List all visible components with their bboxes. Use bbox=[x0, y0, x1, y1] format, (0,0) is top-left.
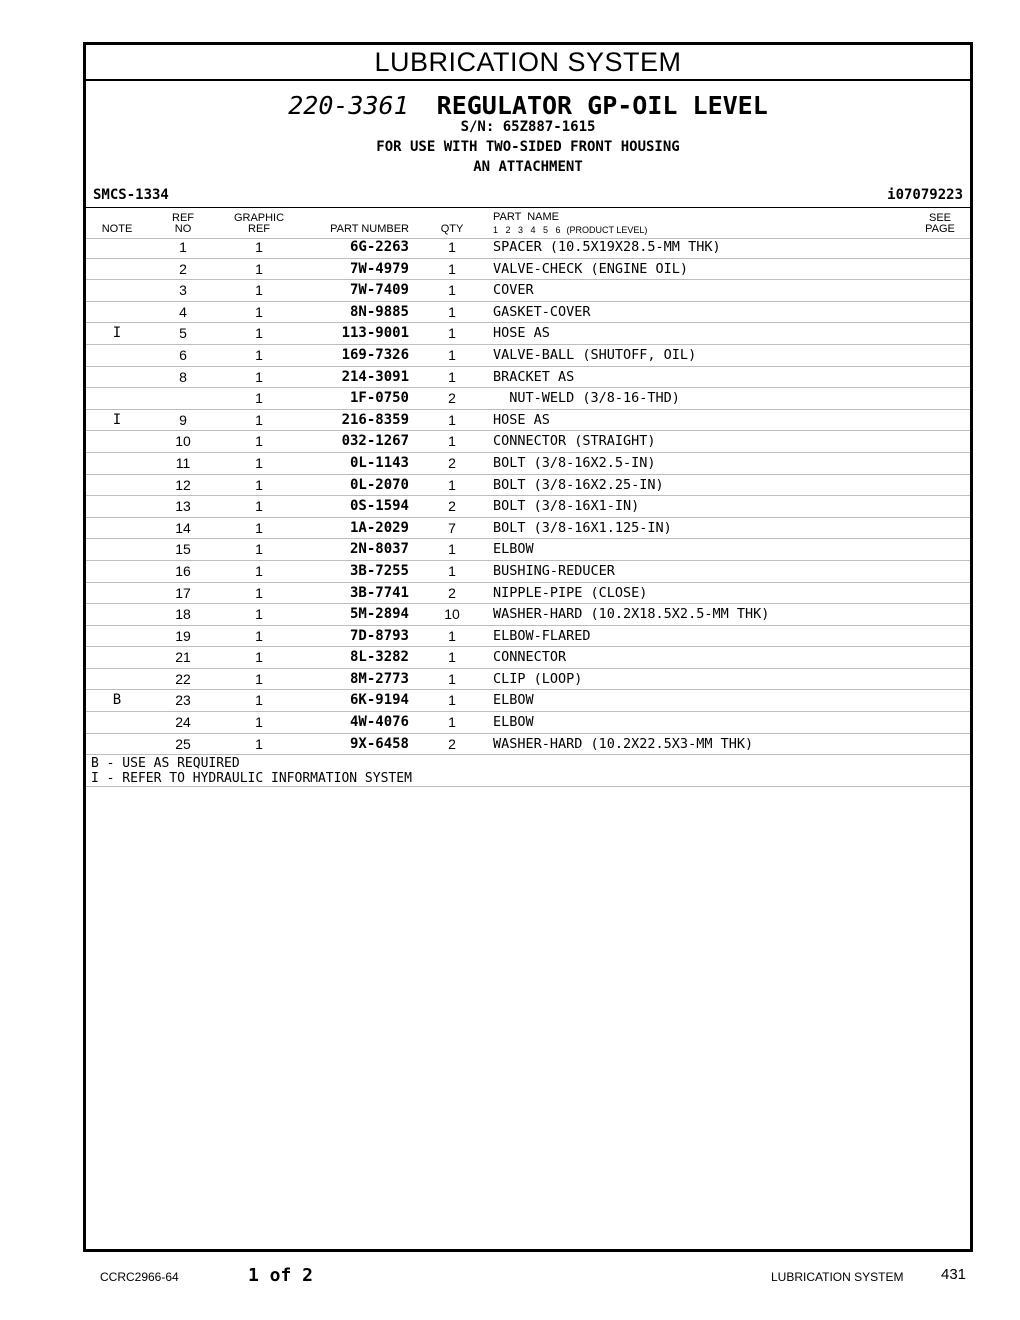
table-row bbox=[86, 431, 970, 453]
row-ref-no: 21 bbox=[175, 649, 191, 666]
row-graphic-ref: 1 bbox=[255, 584, 263, 601]
row-graphic-ref: 1 bbox=[255, 239, 263, 255]
table-row bbox=[86, 604, 970, 626]
row-part-name: BRACKET AS bbox=[493, 368, 575, 385]
row-graphic-ref: 1 bbox=[255, 627, 263, 644]
product-level-numbers: 1 2 3 4 5 6 bbox=[493, 225, 561, 235]
col-see-top: SEE bbox=[928, 212, 951, 224]
table-row bbox=[86, 647, 970, 669]
col-ref-bottom: NO bbox=[174, 223, 192, 235]
row-qty: 1 bbox=[448, 476, 456, 493]
table-row bbox=[86, 302, 970, 324]
row-part-number: 032-1267 bbox=[341, 433, 409, 450]
row-qty: 1 bbox=[448, 562, 456, 579]
row-part-name: CONNECTOR (STRAIGHT) bbox=[493, 433, 656, 450]
col-graphic-top: GRAPHIC bbox=[233, 212, 285, 224]
row-qty: 1 bbox=[448, 303, 456, 320]
row-qty: 1 bbox=[448, 239, 456, 255]
row-part-number: 2N-8037 bbox=[349, 541, 409, 558]
row-ref-no: 5 bbox=[179, 325, 187, 342]
row-graphic-ref: 1 bbox=[255, 498, 263, 515]
row-note: I bbox=[112, 325, 122, 342]
row-qty: 2 bbox=[448, 498, 456, 515]
row-part-name: BOLT (3/8-16X2.5-IN) bbox=[493, 454, 656, 471]
row-graphic-ref: 1 bbox=[255, 433, 263, 450]
row-graphic-ref: 1 bbox=[255, 260, 263, 277]
table-row bbox=[86, 734, 970, 756]
row-ref-no: 17 bbox=[175, 584, 191, 601]
row-ref-no: 16 bbox=[175, 562, 191, 579]
row-ref-no: 8 bbox=[179, 368, 187, 385]
table-row bbox=[86, 690, 970, 712]
row-qty: 1 bbox=[448, 649, 456, 666]
row-graphic-ref: 1 bbox=[255, 562, 263, 579]
row-ref-no: 13 bbox=[175, 498, 191, 515]
row-ref-no: 9 bbox=[179, 411, 187, 428]
row-qty: 1 bbox=[448, 692, 456, 709]
row-part-name: ELBOW-FLARED bbox=[493, 627, 591, 644]
usage-note-2: AN ATTACHMENT bbox=[473, 159, 583, 175]
table-row bbox=[86, 712, 970, 734]
row-qty: 1 bbox=[448, 433, 456, 450]
row-part-number: 113-9001 bbox=[341, 325, 409, 342]
group-heading bbox=[86, 91, 970, 121]
row-part-number: 7W-4979 bbox=[349, 260, 409, 277]
footer-section: LUBRICATION SYSTEM bbox=[771, 1270, 904, 1284]
table-row bbox=[86, 388, 970, 410]
row-qty: 1 bbox=[448, 368, 456, 385]
row-part-name: NUT-WELD (3/8-16-THD) bbox=[493, 390, 680, 407]
row-part-name: GASKET-COVER bbox=[493, 303, 591, 320]
row-part-name: WASHER-HARD (10.2X22.5X3-MM THK) bbox=[493, 735, 754, 752]
row-part-number: 6G-2263 bbox=[349, 239, 409, 255]
row-graphic-ref: 1 bbox=[255, 649, 263, 666]
row-graphic-ref: 1 bbox=[255, 476, 263, 493]
row-ref-no: 1 bbox=[179, 239, 187, 255]
table-row bbox=[86, 475, 970, 497]
row-part-name: NIPPLE-PIPE (CLOSE) bbox=[493, 584, 648, 601]
row-qty: 1 bbox=[448, 714, 456, 731]
table-row bbox=[86, 345, 970, 367]
row-ref-no: 4 bbox=[179, 303, 187, 320]
row-qty: 2 bbox=[448, 735, 456, 752]
row-part-name: ELBOW bbox=[493, 714, 534, 731]
row-graphic-ref: 1 bbox=[255, 368, 263, 385]
table-row bbox=[86, 496, 970, 518]
row-part-number: 0L-2070 bbox=[349, 476, 409, 493]
col-part-number: PART NUMBER bbox=[330, 223, 409, 235]
row-qty: 10 bbox=[444, 606, 460, 623]
row-graphic-ref: 1 bbox=[255, 670, 263, 687]
row-part-number: 8L-3282 bbox=[349, 649, 409, 666]
column-header-row bbox=[86, 207, 970, 239]
row-part-number: 3B-7741 bbox=[349, 584, 409, 601]
row-part-number: 5M-2894 bbox=[349, 606, 409, 623]
row-qty: 1 bbox=[448, 282, 456, 299]
row-ref-no: 12 bbox=[175, 476, 191, 493]
table-row bbox=[86, 367, 970, 389]
row-graphic-ref: 1 bbox=[255, 692, 263, 709]
row-ref-no: 15 bbox=[175, 541, 191, 558]
row-part-name: SPACER (10.5X19X28.5-MM THK) bbox=[493, 239, 721, 255]
col-product-levels bbox=[493, 225, 647, 235]
row-qty: 1 bbox=[448, 411, 456, 428]
notes-block bbox=[86, 755, 970, 787]
col-see-bottom: PAGE bbox=[925, 223, 955, 235]
row-part-number: 6K-9194 bbox=[349, 692, 409, 709]
row-part-number: 1F-0750 bbox=[349, 390, 409, 407]
row-ref-no: 25 bbox=[175, 735, 191, 752]
row-part-name: CONNECTOR bbox=[493, 649, 567, 666]
row-part-name: CLIP (LOOP) bbox=[493, 670, 583, 687]
row-qty: 2 bbox=[448, 584, 456, 601]
row-part-name: VALVE-BALL (SHUTOFF, OIL) bbox=[493, 346, 697, 363]
row-qty: 1 bbox=[448, 541, 456, 558]
row-ref-no: 11 bbox=[175, 454, 191, 471]
table-row bbox=[86, 626, 970, 648]
col-ref-top: REF bbox=[172, 212, 194, 224]
row-part-number: 216-8359 bbox=[341, 411, 409, 428]
row-part-number: 0L-1143 bbox=[349, 454, 409, 471]
row-qty: 1 bbox=[448, 325, 456, 342]
usage-note-1: FOR USE WITH TWO-SIDED FRONT HOUSING bbox=[376, 139, 680, 155]
row-part-number: 7D-8793 bbox=[349, 627, 409, 644]
col-part-name: PART NAME bbox=[493, 211, 560, 223]
row-part-name: BOLT (3/8-16X1-IN) bbox=[493, 498, 640, 515]
table-row bbox=[86, 280, 970, 302]
row-part-number: 9X-6458 bbox=[349, 735, 409, 752]
row-part-name: BOLT (3/8-16X2.25-IN) bbox=[493, 476, 664, 493]
parts-list-frame bbox=[83, 42, 973, 1252]
row-ref-no: 3 bbox=[179, 282, 187, 299]
table-row bbox=[86, 583, 970, 605]
page-footer bbox=[0, 1265, 1020, 1295]
row-part-number: 0S-1594 bbox=[349, 498, 409, 515]
row-part-name: HOSE AS bbox=[493, 325, 550, 342]
row-ref-no: 10 bbox=[175, 433, 191, 450]
row-ref-no: 14 bbox=[175, 519, 191, 536]
row-note: I bbox=[112, 411, 122, 428]
row-note: B bbox=[112, 692, 122, 709]
row-graphic-ref: 1 bbox=[255, 606, 263, 623]
row-graphic-ref: 1 bbox=[255, 519, 263, 536]
row-graphic-ref: 1 bbox=[255, 735, 263, 752]
row-graphic-ref: 1 bbox=[255, 390, 263, 407]
table-row bbox=[86, 518, 970, 540]
row-qty: 1 bbox=[448, 627, 456, 644]
col-note: NOTE bbox=[101, 223, 133, 235]
row-part-name: VALVE-CHECK (ENGINE OIL) bbox=[493, 260, 689, 277]
footer-page-count: 1 of 2 bbox=[248, 1265, 314, 1286]
table-row bbox=[86, 453, 970, 475]
illustration-id: i07079223 bbox=[887, 187, 963, 203]
table-row bbox=[86, 410, 970, 432]
row-graphic-ref: 1 bbox=[255, 325, 263, 342]
row-part-number: 8N-9885 bbox=[349, 303, 409, 320]
row-part-number: 1A-2029 bbox=[349, 519, 409, 536]
group-part-number: 220-3361 bbox=[288, 91, 409, 120]
table-row bbox=[86, 561, 970, 583]
smcs-code: SMCS-1334 bbox=[93, 187, 169, 203]
row-graphic-ref: 1 bbox=[255, 346, 263, 363]
row-part-name: BUSHING-REDUCER bbox=[493, 562, 615, 579]
note-line: I - REFER TO HYDRAULIC INFORMATION SYSTEM bbox=[91, 771, 412, 787]
row-qty: 2 bbox=[448, 390, 456, 407]
row-part-name: ELBOW bbox=[493, 692, 534, 709]
row-part-number: 169-7326 bbox=[341, 346, 409, 363]
table-row bbox=[86, 669, 970, 691]
table-row bbox=[86, 237, 970, 259]
row-part-name: WASHER-HARD (10.2X18.5X2.5-MM THK) bbox=[493, 606, 770, 623]
row-qty: 7 bbox=[448, 519, 456, 536]
row-graphic-ref: 1 bbox=[255, 282, 263, 299]
row-graphic-ref: 1 bbox=[255, 411, 263, 428]
row-part-number: 3B-7255 bbox=[349, 562, 409, 579]
row-part-name: HOSE AS bbox=[493, 411, 550, 428]
row-part-name: ELBOW bbox=[493, 541, 534, 558]
row-graphic-ref: 1 bbox=[255, 303, 263, 320]
row-ref-no: 22 bbox=[175, 670, 191, 687]
group-part-name: REGULATOR GP-OIL LEVEL bbox=[436, 91, 768, 120]
row-ref-no: 23 bbox=[175, 692, 191, 709]
row-part-name: BOLT (3/8-16X1.125-IN) bbox=[493, 519, 672, 536]
product-level-label: (PRODUCT LEVEL) bbox=[566, 225, 648, 235]
note-line: B - USE AS REQUIRED bbox=[91, 756, 240, 772]
row-part-number: 214-3091 bbox=[341, 368, 409, 385]
table-row bbox=[86, 539, 970, 561]
row-qty: 1 bbox=[448, 260, 456, 277]
row-ref-no: 2 bbox=[179, 260, 187, 277]
col-graphic-bottom: REF bbox=[248, 223, 270, 235]
parts-table bbox=[86, 237, 970, 787]
footer-doc-id: CCRC2966-64 bbox=[100, 1270, 179, 1284]
table-row bbox=[86, 323, 970, 345]
row-part-number: 7W-7409 bbox=[349, 282, 409, 299]
row-part-name: COVER bbox=[493, 282, 534, 299]
table-row bbox=[86, 259, 970, 281]
row-graphic-ref: 1 bbox=[255, 454, 263, 471]
row-ref-no: 19 bbox=[175, 627, 191, 644]
section-title: LUBRICATION SYSTEM bbox=[86, 45, 970, 81]
row-ref-no: 18 bbox=[175, 606, 191, 623]
row-ref-no: 6 bbox=[179, 346, 187, 363]
col-qty: QTY bbox=[440, 223, 464, 235]
footer-page-number: 431 bbox=[941, 1266, 967, 1283]
row-part-number: 8M-2773 bbox=[349, 670, 409, 687]
row-qty: 1 bbox=[448, 670, 456, 687]
row-graphic-ref: 1 bbox=[255, 541, 263, 558]
row-qty: 1 bbox=[448, 346, 456, 363]
row-qty: 2 bbox=[448, 454, 456, 471]
row-ref-no: 24 bbox=[175, 714, 191, 731]
row-graphic-ref: 1 bbox=[255, 714, 263, 731]
row-part-number: 4W-4076 bbox=[349, 714, 409, 731]
serial-range: S/N: 65Z887-1615 bbox=[460, 119, 596, 135]
